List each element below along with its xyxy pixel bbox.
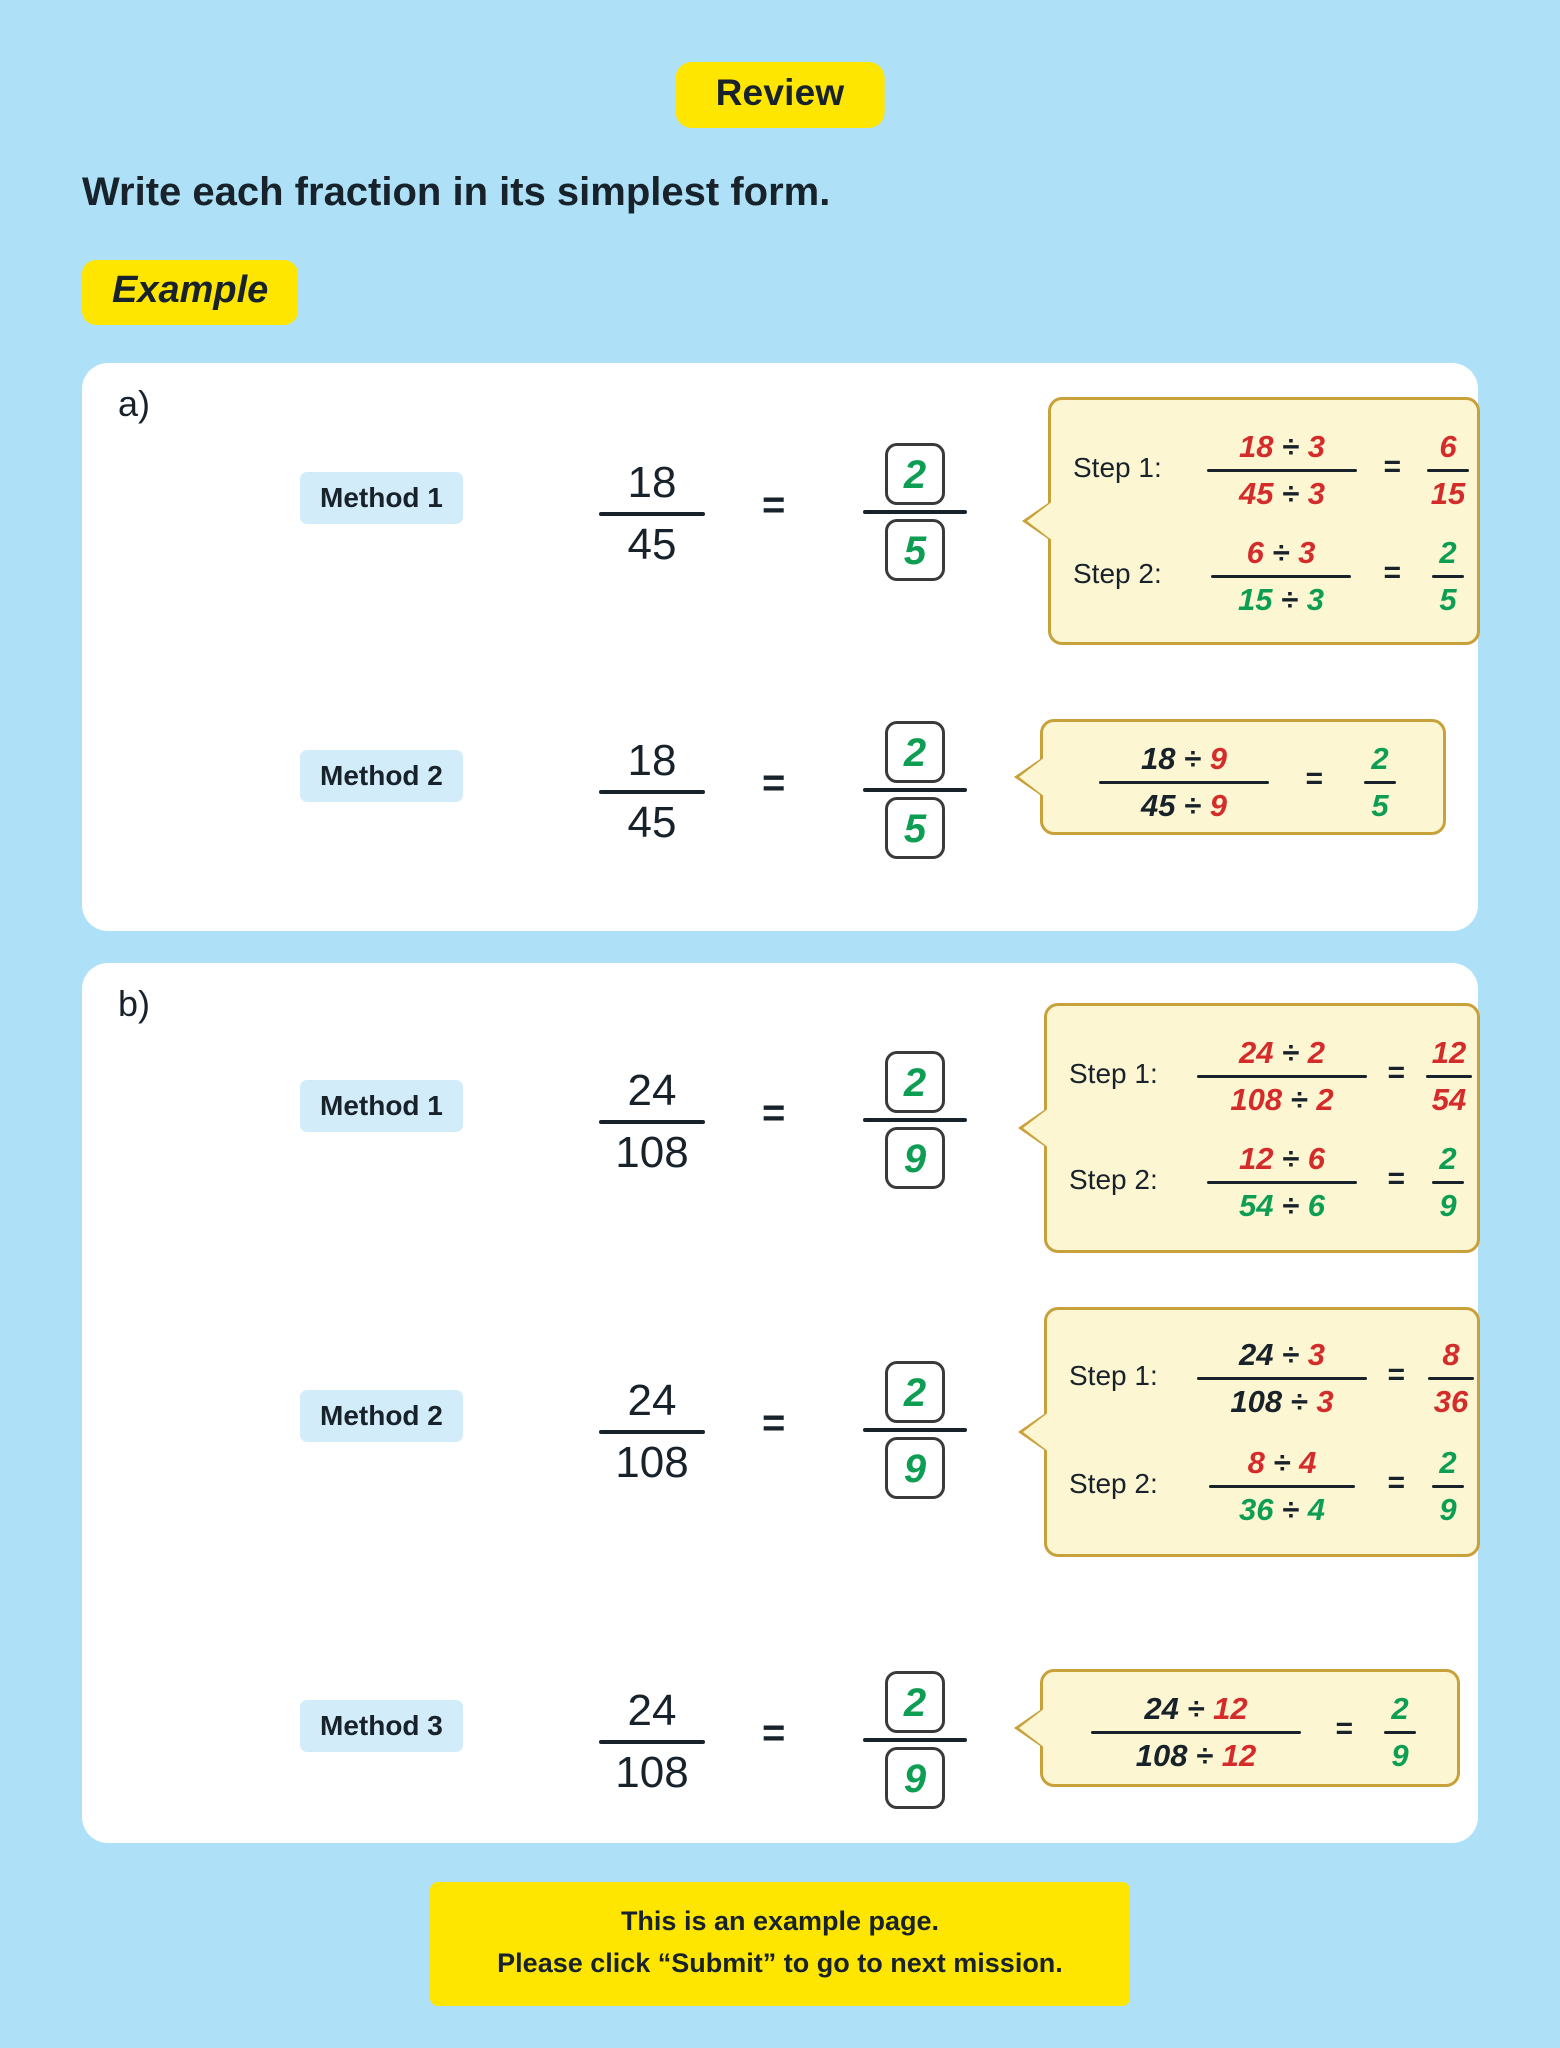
op: ÷ [1184,741,1202,776]
fraction-bar [599,790,705,794]
step-expression [1081,1690,1311,1775]
step-result [1355,740,1405,825]
den-a: 36 [1239,1492,1274,1527]
example-badge: Example [82,260,298,325]
answer-fraction [850,1671,980,1809]
fraction-numerator: 18 [627,458,677,507]
step-expression [1197,428,1367,513]
result-bar [1384,1731,1416,1734]
result-bar [1428,1377,1474,1380]
den-a: 108 [1135,1738,1188,1773]
fraction-bar [599,512,705,516]
bubble-tail-inner [1023,1412,1049,1452]
step-result [1423,1444,1473,1529]
answer-numerator-box[interactable]: 2 [885,721,945,783]
method-label: Method 2 [300,1390,463,1442]
result-bar [1432,1485,1464,1488]
section-card-b [82,963,1478,1843]
step-result [1421,1034,1477,1119]
fraction-numerator: 24 [627,1066,677,1115]
step-result [1423,1140,1473,1225]
method-row [82,683,1478,873]
bubble-tail-inner [1023,1108,1049,1148]
fraction-bar [599,1430,705,1434]
step-result [1423,428,1473,513]
step-fraction-bar [1197,1377,1367,1380]
footer-line-2: Please click “Submit” to go to next mission. [497,1948,1063,1978]
answer-denominator-box[interactable]: 9 [885,1127,945,1189]
method-row [82,405,1478,617]
source-fraction [562,1375,742,1489]
result-bar [1426,1075,1472,1078]
step-label: Step 2: [1069,1468,1158,1499]
result-den: 9 [1439,1188,1457,1223]
result-bar [1364,781,1396,784]
step-expression [1187,1336,1377,1421]
explanation-bubble [1044,1003,1480,1253]
result-den: 5 [1439,582,1457,617]
result-den: 15 [1430,476,1466,511]
result-num: 2 [1439,1141,1457,1176]
step-equals: = [1305,762,1323,795]
bubble-tail-inner [1019,757,1045,797]
den-op: ÷ [1196,1738,1214,1773]
op: ÷ [1282,1337,1300,1372]
explanation-bubble [1048,397,1480,645]
result-num: 2 [1439,535,1457,570]
result-num: 2 [1371,741,1389,776]
num-a: 24 [1239,1337,1274,1372]
num-a: 8 [1247,1445,1265,1480]
result-bar [1432,1181,1464,1184]
answer-fraction [850,443,980,581]
step-equals: = [1387,1358,1405,1391]
fraction-numerator: 18 [627,736,677,785]
answer-denominator-box[interactable]: 5 [885,797,945,859]
section-letter-a: a) [118,383,151,424]
result-den: 9 [1439,1492,1457,1527]
result-bar [1427,469,1469,472]
source-fraction [562,735,742,849]
section-letter-b: b) [118,983,151,1024]
step-fraction-bar [1207,469,1357,472]
explanation-bubble [1040,719,1446,835]
result-num: 6 [1439,429,1457,464]
equals-sign: = [762,761,786,805]
den-op: ÷ [1282,1188,1300,1223]
num-a: 24 [1144,1691,1179,1726]
fraction-bar [599,1120,705,1124]
step-label: Step 1: [1069,1058,1158,1089]
result-den: 5 [1371,788,1389,823]
answer-fraction [850,1051,980,1189]
den-b: 4 [1307,1492,1325,1527]
den-b: 3 [1316,1384,1334,1419]
section-card-a [82,363,1478,931]
step-result [1375,1690,1425,1775]
step-fraction-bar [1091,1731,1301,1734]
num-a: 6 [1246,535,1264,570]
num-b: 3 [1307,429,1325,464]
step-expression [1197,1140,1367,1225]
method-label: Method 3 [300,1700,463,1752]
result-num: 8 [1442,1337,1460,1372]
fraction-denominator: 108 [615,1748,689,1797]
answer-fraction-bar [863,510,967,514]
equals-sign: = [762,1711,786,1755]
review-badge: Review [676,62,885,128]
answer-fraction-bar [863,1738,967,1742]
num-a: 24 [1239,1035,1274,1070]
op: ÷ [1282,1141,1300,1176]
answer-numerator-box[interactable]: 2 [885,1361,945,1423]
fraction-denominator: 108 [615,1128,689,1177]
fraction-denominator: 45 [627,798,677,847]
num-b: 6 [1307,1141,1325,1176]
answer-numerator-box[interactable]: 2 [885,1671,945,1733]
step-label: Step 1: [1069,1360,1158,1391]
fraction-numerator: 24 [627,1376,677,1425]
num-b: 3 [1307,1337,1325,1372]
den-op: ÷ [1290,1384,1308,1419]
den-b: 3 [1307,476,1325,511]
num-b: 2 [1307,1035,1325,1070]
fraction-numerator: 24 [627,1686,677,1735]
step-expression [1187,1034,1377,1119]
equals-sign: = [762,483,786,527]
op: ÷ [1272,535,1290,570]
fraction-denominator: 108 [615,1438,689,1487]
step-equals: = [1387,1466,1405,1499]
den-a: 15 [1238,582,1273,617]
step-equals: = [1387,1056,1405,1089]
method-row [82,1633,1478,1823]
source-fraction [562,457,742,571]
den-op: ÷ [1290,1082,1308,1117]
op: ÷ [1282,429,1300,464]
op: ÷ [1273,1445,1291,1480]
step-label: Step 1: [1073,452,1162,483]
equals-sign: = [762,1091,786,1135]
step-equals: = [1335,1712,1353,1745]
answer-fraction-bar [863,1428,967,1432]
step-equals: = [1387,1162,1405,1195]
explanation-bubble [1044,1307,1480,1557]
method-label: Method 1 [300,472,463,524]
result-num: 2 [1439,1445,1457,1480]
bubble-tail-inner [1027,501,1053,541]
step-fraction-bar [1099,781,1269,784]
footer-line-1: This is an example page. [620,1906,940,1936]
den-op: ÷ [1184,788,1202,823]
method-label: Method 1 [300,1080,463,1132]
den-a: 45 [1141,788,1176,823]
step-expression [1199,1444,1365,1529]
num-b: 4 [1299,1445,1317,1480]
den-b: 9 [1209,788,1227,823]
answer-numerator-box[interactable]: 2 [885,1051,945,1113]
step-label: Step 2: [1069,1164,1158,1195]
result-den: 36 [1433,1384,1469,1419]
step-label: Step 2: [1073,558,1162,589]
op: ÷ [1187,1691,1205,1726]
method-row [82,1323,1478,1527]
num-a: 18 [1239,429,1274,464]
den-b: 6 [1307,1188,1325,1223]
result-den: 9 [1391,1738,1409,1773]
answer-denominator-box[interactable]: 9 [885,1747,945,1809]
den-a: 108 [1230,1384,1283,1419]
answer-fraction-bar [863,1118,967,1122]
footer-note [430,1882,1130,2006]
answer-fraction-bar [863,788,967,792]
den-b: 3 [1306,582,1324,617]
den-b: 12 [1221,1738,1257,1773]
num-a: 18 [1141,741,1176,776]
num-b: 9 [1209,741,1227,776]
result-num: 2 [1391,1691,1409,1726]
step-fraction-bar [1209,1485,1355,1488]
method-row [82,1013,1478,1223]
step-expression [1201,534,1361,619]
page-title: Write each fraction in its simplest form. [82,170,831,214]
num-b: 3 [1298,535,1316,570]
den-op: ÷ [1281,582,1299,617]
step-fraction-bar [1211,575,1351,578]
result-num: 12 [1431,1035,1467,1070]
step-expression [1089,740,1279,825]
result-bar [1432,575,1464,578]
den-op: ÷ [1282,1492,1300,1527]
answer-fraction [850,1361,980,1499]
answer-denominator-box[interactable]: 9 [885,1437,945,1499]
result-den: 54 [1431,1082,1467,1117]
num-b: 12 [1213,1691,1248,1726]
source-fraction [562,1065,742,1179]
den-a: 45 [1239,476,1274,511]
equals-sign: = [762,1401,786,1445]
source-fraction [562,1685,742,1799]
fraction-denominator: 45 [627,520,677,569]
den-op: ÷ [1282,476,1300,511]
bubble-tail-inner [1019,1708,1045,1748]
step-equals: = [1383,556,1401,589]
explanation-bubble [1040,1669,1460,1787]
den-a: 54 [1239,1188,1274,1223]
answer-fraction [850,721,980,859]
answer-denominator-box[interactable]: 5 [885,519,945,581]
den-b: 2 [1316,1082,1334,1117]
step-fraction-bar [1197,1075,1367,1078]
step-result [1423,1336,1479,1421]
method-label: Method 2 [300,750,463,802]
op: ÷ [1282,1035,1300,1070]
answer-numerator-box[interactable]: 2 [885,443,945,505]
step-fraction-bar [1207,1181,1357,1184]
step-equals: = [1383,450,1401,483]
num-a: 12 [1239,1141,1274,1176]
den-a: 108 [1230,1082,1283,1117]
fraction-bar [599,1740,705,1744]
step-result [1423,534,1473,619]
